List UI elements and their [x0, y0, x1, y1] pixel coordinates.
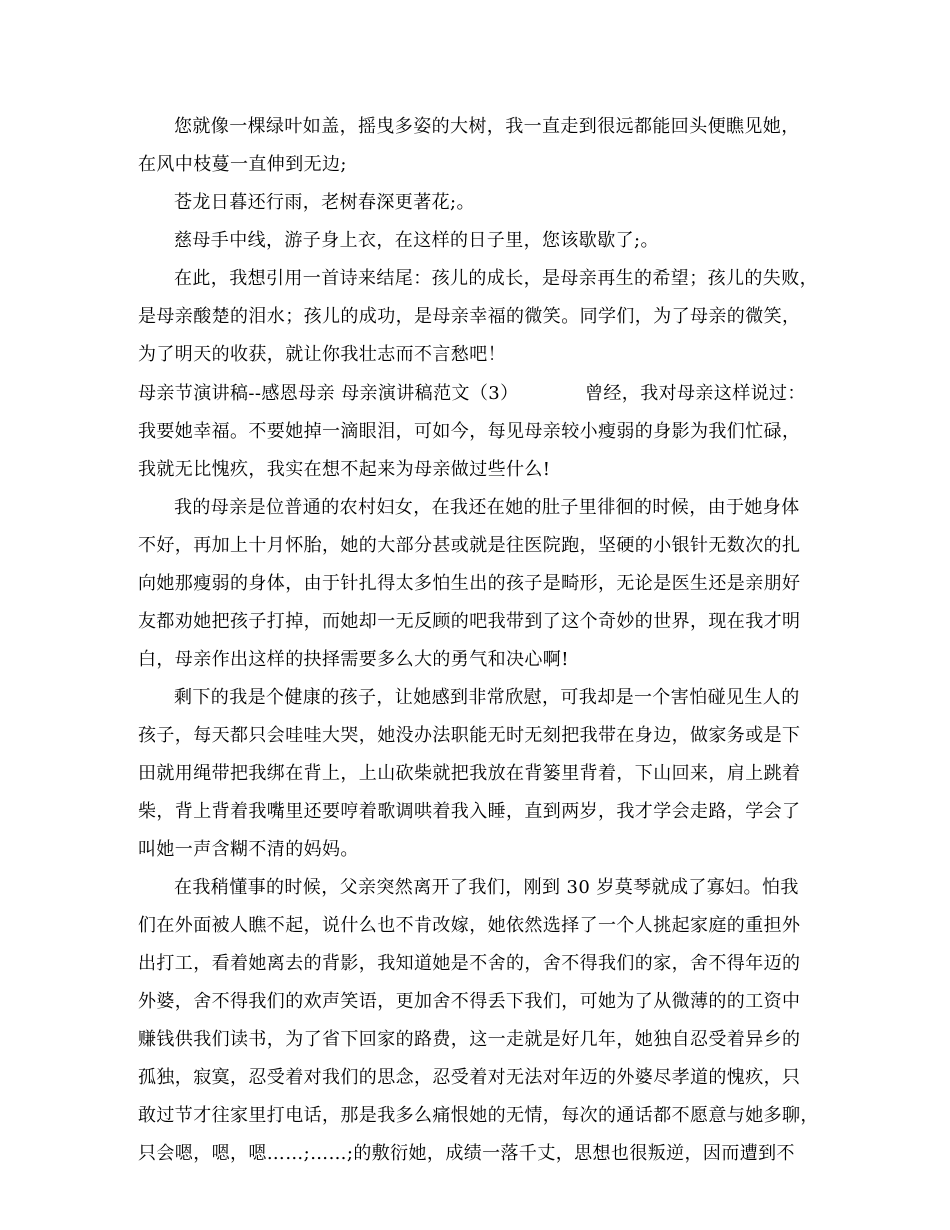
paragraph-line: 苍龙日暮还行雨，老树春深更著花;。 — [174, 192, 475, 213]
section-heading: 母亲节演讲稿--感恩母亲 母亲演讲稿范文（3） — [138, 383, 519, 404]
paragraph-line: 向她那瘦弱的身体，由于针扎得太多怕生出的孩子是畸形，无论是医生还是亲朋好 — [138, 573, 801, 594]
paragraph-line: 只会嗯，嗯，嗯……;……;的敷衍她，成绩一落千丈，思想也很叛逆，因而遭到不 — [138, 1143, 795, 1164]
paragraph-line: 赚钱供我们读书，为了省下回家的路费，这一走就是好几年，她独自忍受着异乡的 — [138, 1029, 801, 1050]
paragraph-line: 柴，背上背着我嘴里还要哼着歌调哄着我入睡，直到两岁，我才学会走路，学会了 — [138, 801, 801, 822]
paragraph-line: 您就像一棵绿叶如盖，摇曳多姿的大树，我一直走到很远都能回头便瞧见她， — [174, 116, 800, 137]
paragraph-line: 在此，我想引用一首诗来结尾：孩儿的成长，是母亲再生的希望；孩儿的失败， — [174, 268, 818, 289]
paragraph-line: 叫她一声含糊不清的妈妈。 — [138, 839, 359, 860]
paragraph-line: 敢过节才往家里打电话，那是我多么痛恨她的无情，每次的通话都不愿意与她多聊， — [138, 1105, 819, 1126]
paragraph-line: 们在外面被人瞧不起，说什么也不肯改嫁，她依然选择了一个人挑起家庭的重担外 — [138, 915, 801, 936]
paragraph-line: 不好，再加上十月怀胎，她的大部分甚或就是往医院跑，坚硬的小银针无数次的扎 — [138, 535, 801, 556]
paragraph-line: 我就无比愧疚，我实在想不起来为母亲做过些什么! — [138, 459, 551, 480]
paragraph-line: 曾经，我对母亲这样说过： — [585, 383, 806, 404]
paragraph-line: 友都劝她把孩子打掉，而她却一无反顾的吧我带到了这个奇妙的世界，现在我才明 — [138, 611, 801, 632]
paragraph-line: 出打工，看着她离去的背影，我知道她是不舍的，舍不得我们的家，舍不得年迈的 — [138, 953, 801, 974]
paragraph-line: 剩下的我是个健康的孩子，让她感到非常欣慰，可我却是一个害怕碰见生人的 — [174, 687, 800, 708]
paragraph-line: 白，母亲作出这样的抉择需要多么大的勇气和决心啊! — [138, 649, 569, 670]
paragraph-line: 慈母手中线，游子身上衣，在这样的日子里，您该歇歇了;。 — [174, 230, 659, 251]
paragraph-line: 我要她幸福。不要她掉一滴眼泪，可如今，每见母亲较小瘦弱的身影为我们忙碌， — [138, 421, 801, 442]
paragraph-line: 在我稍懂事的时候，父亲突然离开了我们，刚到 30 岁莫琴就成了寡妇。怕我 — [174, 877, 799, 898]
paragraph-line: 外婆，舍不得我们的欢声笑语，更加舍不得丢下我们，可她为了从微薄的的工资中 — [138, 991, 801, 1012]
paragraph-line: 田就用绳带把我绑在背上，上山砍柴就把我放在背篓里背着，下山回来，肩上跳着 — [138, 763, 801, 784]
paragraph-line: 为了明天的收获，就让你我壮志而不言愁吧！ — [138, 344, 506, 365]
paragraph-line: 孩子，每天都只会哇哇大哭，她没办法职能无时无刻把我带在身边，做家务或是下 — [138, 725, 801, 746]
paragraph-line: 是母亲酸楚的泪水；孩儿的成功，是母亲幸福的微笑。同学们，为了母亲的微笑， — [138, 306, 801, 327]
paragraph-line: 我的母亲是位普通的农村妇女，在我还在她的肚子里徘徊的时候，由于她身体 — [174, 497, 800, 518]
paragraph-line: 在风中枝蔓一直伸到无边; — [138, 154, 347, 175]
paragraph-line: 孤独，寂寞，忍受着对我们的思念，忍受着对无法对年迈的外婆尽孝道的愧疚，只 — [138, 1067, 801, 1088]
